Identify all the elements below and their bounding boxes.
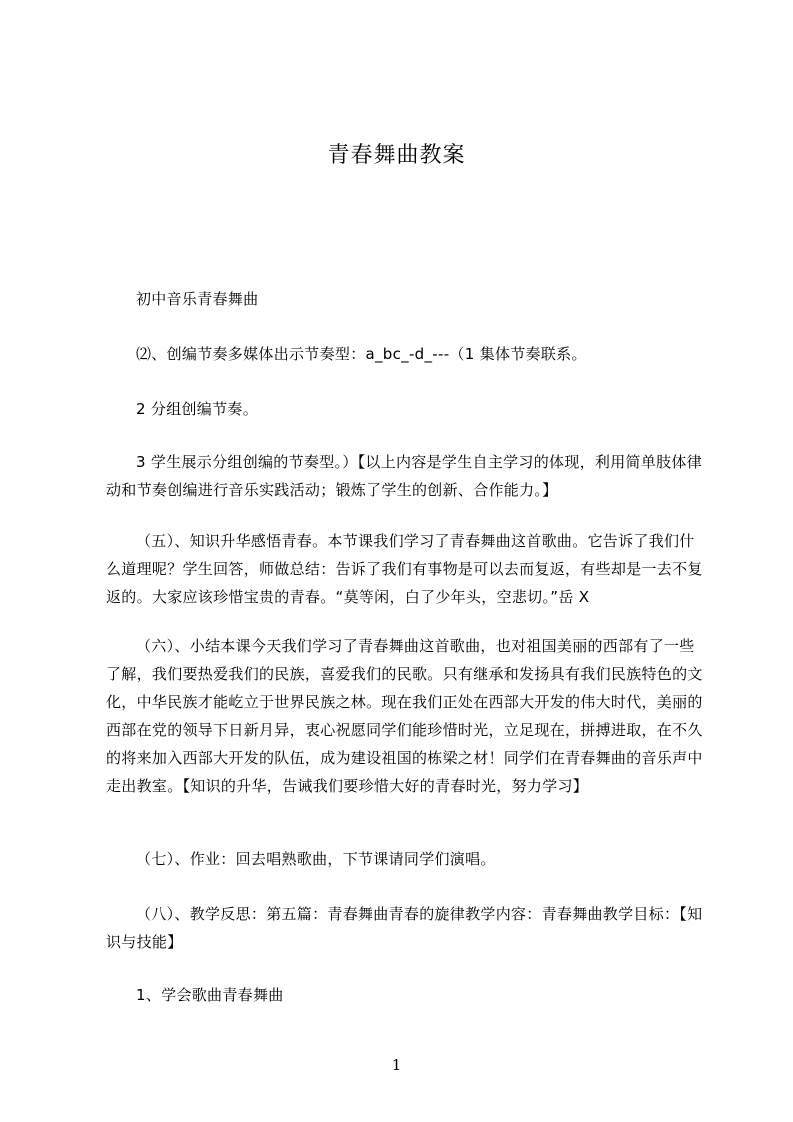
paragraph-section-eight: （八）、教学反思：第五篇：青春舞曲青春的旋律教学内容：青春舞曲教学目标：【知识与技能】 (106, 905, 703, 951)
paragraph-section-seven: （七）、作业：回去唱熟歌曲，下节课请同学们演唱。 (136, 850, 496, 868)
document-title: 青春舞曲教案 (327, 143, 466, 168)
paragraph-objective-one: 1、学会歌曲青春舞曲 (136, 986, 284, 1004)
paragraph-section-six: （六）、小结本课今天我们学习了青春舞曲这首歌曲，也对祖国美丽的西部有了一些了解，我们要热爱我们的民族，喜爱我们的民歌。只有继承和发扬具有我们民族特色的文化，中华民族才能屹立于世界民族之林。现在我们正处在西部大开发的伟大时代，美丽的西部在党的领导下日新月异，衷心祝愿同学们能珍惜时光，立足现在，拼搏进取，在不久的将来加入西部大开发的队伍，成为建设祖国的栋梁之材！同学们在青春舞曲的音乐声中走出教室。【知识的升华，告诫我们要珍惜大好的青春时光，努力学习】 (106, 637, 703, 795)
paragraph-section-five: （五）、知识升华感悟青春。本节课我们学习了青春舞曲这首歌曲。它告诉了我们什么道理呢？学生回答，师做总结：告诉了我们有事物是可以去而复返，有些却是一去不复返的。大家应该珍惜宝贵的青春。“莫等闲，白了少年头，空悲切。”岳 X (106, 532, 703, 606)
paragraph-rhythm-creation: ⑵、创编节奏多媒体出示节奏型：a_bc_-d_---（1 集体节奏联系。 (136, 345, 587, 363)
paragraph-group-rhythm: 2 分组创编节奏。 (136, 400, 259, 418)
paragraph-intro: 初中音乐青春舞曲 (136, 290, 259, 308)
page-number: 1 (391, 1056, 402, 1074)
paragraph-student-display: 3 学生展示分组创编的节奏型。）【以上内容是学生自主学习的体现，利用简单肢体律动和节奏创编进行音乐实践活动；锻炼了学生的创新、合作能力。】 (106, 453, 703, 499)
